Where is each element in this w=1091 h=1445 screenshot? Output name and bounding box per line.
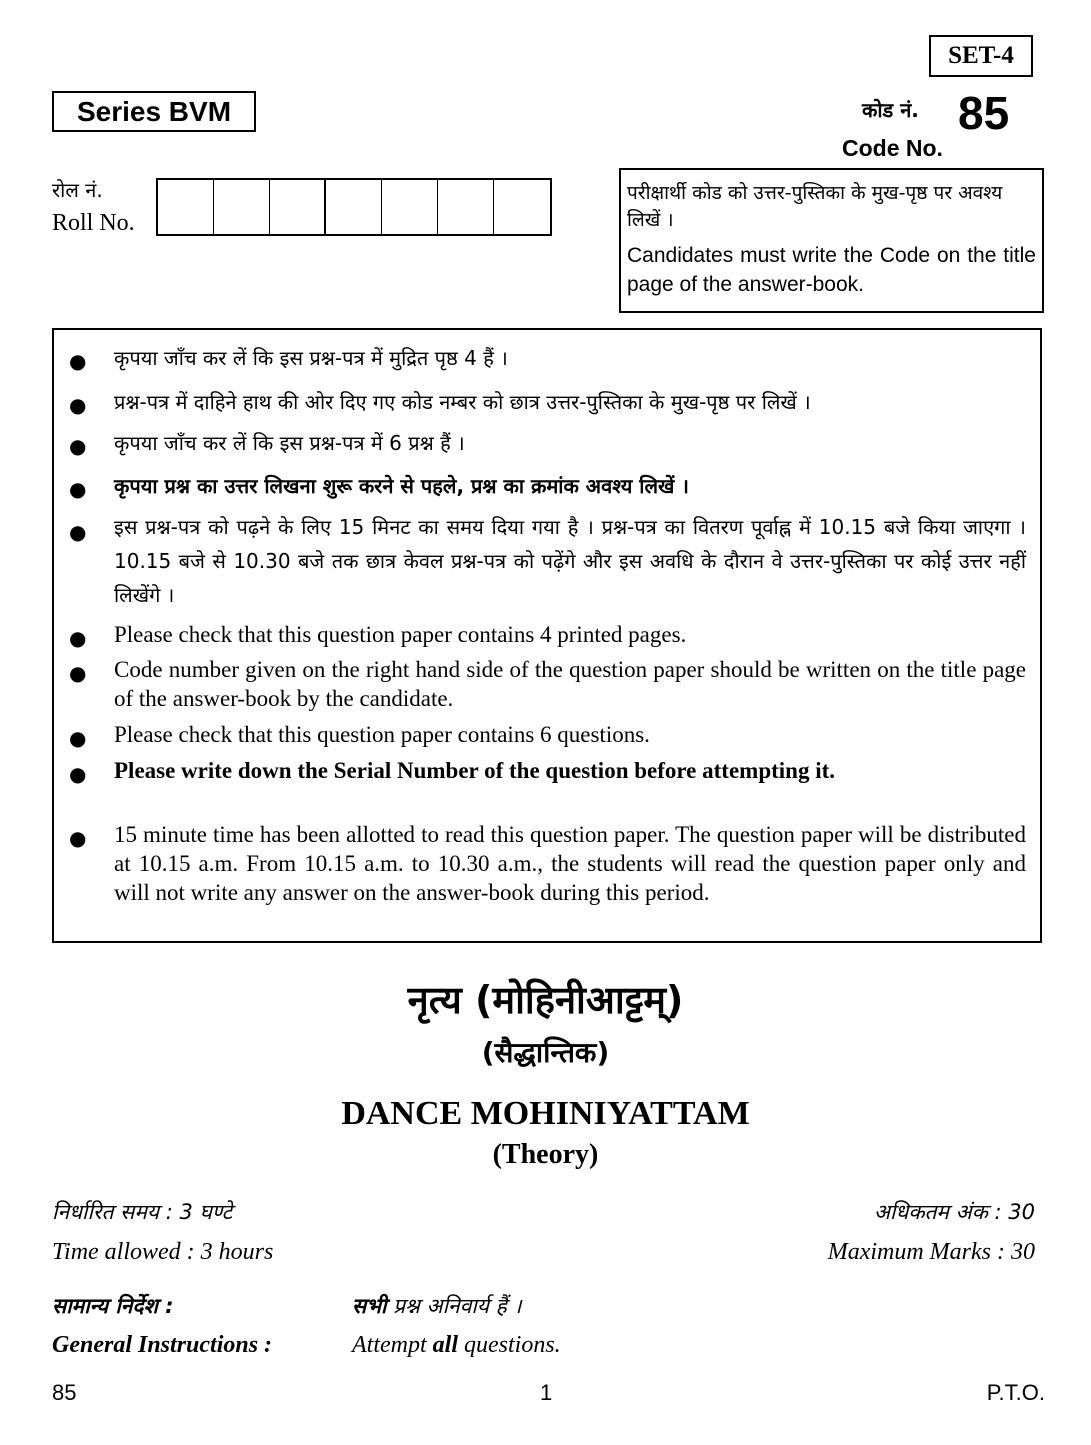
- page-number: 1: [540, 1380, 553, 1405]
- pto-label: P.T.O.: [986, 1380, 1045, 1405]
- title-hindi: नृत्य (मोहिनीआट्टम्): [407, 978, 684, 1022]
- bullet: ●: [69, 626, 87, 650]
- bullet: ●: [69, 393, 87, 417]
- time-allowed-english: Time allowed : 3 hours: [52, 1239, 274, 1265]
- general-instructions-label-hindi: सामान्य निर्देश :: [52, 1294, 174, 1318]
- title-english: DANCE MOHINIYATTAM: [341, 1095, 750, 1132]
- candidate-notice-box: [619, 168, 1044, 313]
- general-instructions-text-english: [352, 1332, 561, 1359]
- subtitle-english: (Theory): [492, 1139, 599, 1170]
- instruction-hi-3: कृपया जाँच कर लें कि इस प्रश्न-पत्र में 6 प्रश्न हैं ।: [114, 431, 465, 455]
- instruction-en-5: 15 minute time has been allotted to read this question paper. The question paper will be distributed at 10.15 a.m. From 10.15 a.m. to 10.30 a.m., the students will read the question paper only and will not write any answer on the answer-book during this period.: [114, 822, 1026, 905]
- emphasis-all: all: [432, 1332, 458, 1358]
- code-label-hindi: कोड नं.: [862, 98, 919, 122]
- roll-box[interactable]: [214, 180, 270, 234]
- bullet: ●: [69, 762, 87, 786]
- maximum-marks-hindi: अधिकतम अंक : 30: [873, 1200, 1035, 1224]
- bullet: ●: [69, 477, 87, 501]
- general-instructions-pre: Attempt: [352, 1332, 433, 1358]
- instruction-en-1: Please check that this question paper contains 4 printed pages.: [114, 622, 687, 647]
- roll-box[interactable]: [326, 180, 382, 234]
- bullet: ●: [69, 349, 87, 373]
- bullet: ●: [69, 726, 87, 750]
- bullet: ●: [69, 434, 87, 458]
- roll-box[interactable]: [270, 180, 326, 234]
- instruction-hi-5: इस प्रश्न-पत्र को पढ़ने के लिए 15 मिनट का समय दिया गया है । प्रश्न-पत्र का वितरण पूर्वाह्न में 10.15 बजे किया जाएगा । 10.15 बजे से 10.30 बजे तक छात्र केवल प्रश्न-पत्र को पढ़ेंगे और इस अवधि के दौरान वे उत्तर-पुस्तिका पर कोई उत्तर नहीं लिखेंगे ।: [114, 515, 1026, 607]
- instruction-en-3: Please check that this question paper contains 6 questions.: [114, 722, 650, 747]
- code-number: 85: [958, 87, 1010, 139]
- code-label-english: Code No.: [842, 135, 943, 161]
- roll-box[interactable]: [494, 180, 550, 234]
- instruction-hi-2: प्रश्न-पत्र में दाहिने हाथ की ओर दिए गए कोड नम्बर को छात्र उत्तर-पुस्तिका के मुख-पृष्ठ पर लिखें ।: [114, 390, 811, 414]
- roll-box[interactable]: [382, 180, 438, 234]
- time-allowed-hindi: निर्धारित समय : 3 घण्टे: [52, 1200, 233, 1224]
- bullet: ●: [69, 661, 87, 685]
- subtitle-hindi: (सैद्धान्तिक): [481, 1036, 610, 1069]
- bullet: ●: [69, 520, 87, 544]
- maximum-marks-english: Maximum Marks : 30: [827, 1239, 1035, 1265]
- roll-box[interactable]: [438, 180, 494, 234]
- general-instructions-label-english: General Instructions :: [52, 1332, 273, 1358]
- emphasis-all-hindi: सभी: [352, 1294, 387, 1318]
- footer-code: 85: [52, 1380, 77, 1405]
- series-badge: [52, 91, 256, 132]
- general-instructions-post: questions.: [458, 1332, 561, 1358]
- set-label: SET-4: [948, 42, 1014, 69]
- set-badge: [929, 35, 1033, 77]
- candidate-notice-english: Candidates must write the Code on the title page of the answer-book.: [627, 244, 1036, 296]
- instruction-hi-1: कृपया जाँच कर लें कि इस प्रश्न-पत्र में मुद्रित पृष्ठ 4 हैं ।: [114, 346, 508, 370]
- instruction-en-4: Please write down the Serial Number of the question before attempting it.: [114, 758, 836, 783]
- roll-label-hindi: रोल नं.: [52, 178, 103, 202]
- series-label: Series BVM: [76, 95, 232, 127]
- instruction-hi-4: कृपया प्रश्न का उत्तर लिखना शुरू करने से पहले, प्रश्न का क्रमांक अवश्य लिखें ।: [114, 474, 689, 498]
- general-instructions-rest-hindi: प्रश्न अनिवार्य हैं ।: [386, 1294, 522, 1318]
- general-instructions-text-hindi: [352, 1292, 521, 1320]
- instruction-en-2: Code number given on the right hand side of the question paper should be written on the title page of the answer-book by the candidate.: [114, 657, 1026, 711]
- candidate-notice-hindi: परीक्षार्थी कोड को उत्तर-पुस्तिका के मुख-पृष्ठ पर अवश्य लिखें ।: [627, 182, 1003, 231]
- bullet: ●: [69, 826, 87, 850]
- roll-label-english: Roll No.: [52, 210, 135, 236]
- roll-box[interactable]: [158, 180, 214, 234]
- instructions-box: [52, 328, 1042, 943]
- roll-number-grid[interactable]: [156, 178, 552, 236]
